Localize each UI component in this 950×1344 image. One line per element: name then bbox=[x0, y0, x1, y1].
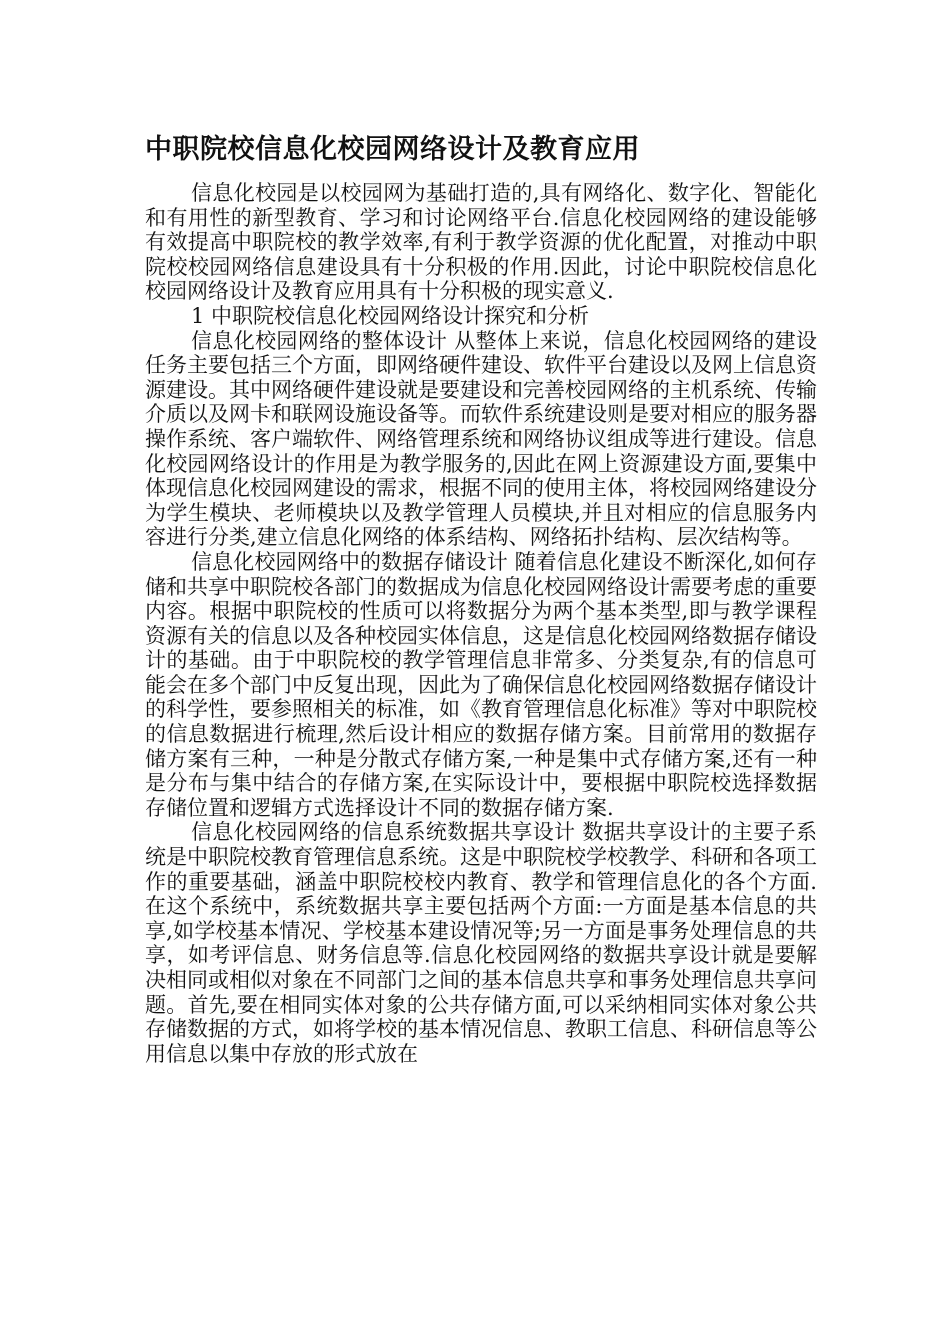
paragraph-intro: 信息化校园是以校园网为基础打造的,具有网络化、数字化、智能化和有用性的新型教育、学习和讨论网络平台.信息化校园网络的建设能够有效提高中职院校的教学效率,有利于教学资源的优化配置，对推动中职院校校园网络信息建设具有十分积极的作用.因此，讨论中职院校信息化校园网络设计及教育应用具有十分积极的现实意义. bbox=[145, 181, 817, 304]
paragraph-data-sharing: 信息化校园网络的信息系统数据共享设计 数据共享设计的主要子系统是中职院校教育管理信息系统。这是中职院校学校教学、科研和各项工作的重要基础，涵盖中职院校校内教育、教学和管理信息化的各个方面.在这个系统中，系统数据共享主要包括两个方面:一方面是基本信息的共享,如学校基本情况、学校基本建设情况等;另一方面是事务处理信息的共享，如考评信息、财务信息等.信息化校园网络的数据共享设计就是要解决相同或相似对象在不同部门之间的基本信息共享和事务处理信息共享问题。首先,要在相同实体对象的公共存储方面,可以采纳相同实体对象公共存储数据的方式，如将学校的基本情况信息、教职工信息、科研信息等公用信息以集中存放的形式放在 bbox=[145, 820, 817, 1066]
paragraph-overall-design: 信息化校园网络的整体设计 从整体上来说，信息化校园网络的建设任务主要包括三个方面，即网络硬件建设、软件平台建设以及网上信息资源建设。其中网络硬件建设就是要建设和完善校园网络的主机系统、传输介质以及网卡和联网设施设备等。而软件系统建设则是要对相应的服务器操作系统、客户端软件、网络管理系统和网络协议组成等进行建设。信息化校园网络设计的作用是为教学服务的,因此在网上资源建设方面,要集中体现信息化校园网建设的需求，根据不同的使用主体，将校园网络建设分为学生模块、老师模块以及教学管理人员模块,并且对相应的信息服务内容进行分类,建立信息化网络的体系结构、网络拓扑结构、层次结构等。 bbox=[145, 328, 817, 550]
document-body bbox=[145, 131, 817, 1066]
section-heading: 1 中职院校信息化校园网络设计探究和分析 bbox=[191, 303, 590, 328]
document-title: 中职院校信息化校园网络设计及教育应用 bbox=[145, 134, 640, 165]
paragraph-data-storage: 信息化校园网络中的数据存储设计 随着信息化建设不断深化,如何存储和共享中职院校各部门的数据成为信息化校园网络设计需要考虑的重要内容。根据中职院校的性质可以将数据分为两个基本类型,即与教学课程资源有关的信息以及各种校园实体信息，这是信息化校园网络数据存储设计的基础。由于中职院校的教学管理信息非常多、分类复杂,有的信息可能会在多个部门中反复出现，因此为了确保信息化校园网络数据存储设计的科学性，要参照相关的标准，如《教育管理信息化标准》等对中职院校的信息数据进行梳理,然后设计相应的数据存储方案。目前常用的数据存储方案有三种，一种是分散式存储方案,一种是集中式存储方案,还有一种是分布与集中结合的存储方案,在实际设计中，要根据中职院校选择数据存储位置和逻辑方式选择设计不同的数据存储方案. bbox=[145, 549, 817, 820]
